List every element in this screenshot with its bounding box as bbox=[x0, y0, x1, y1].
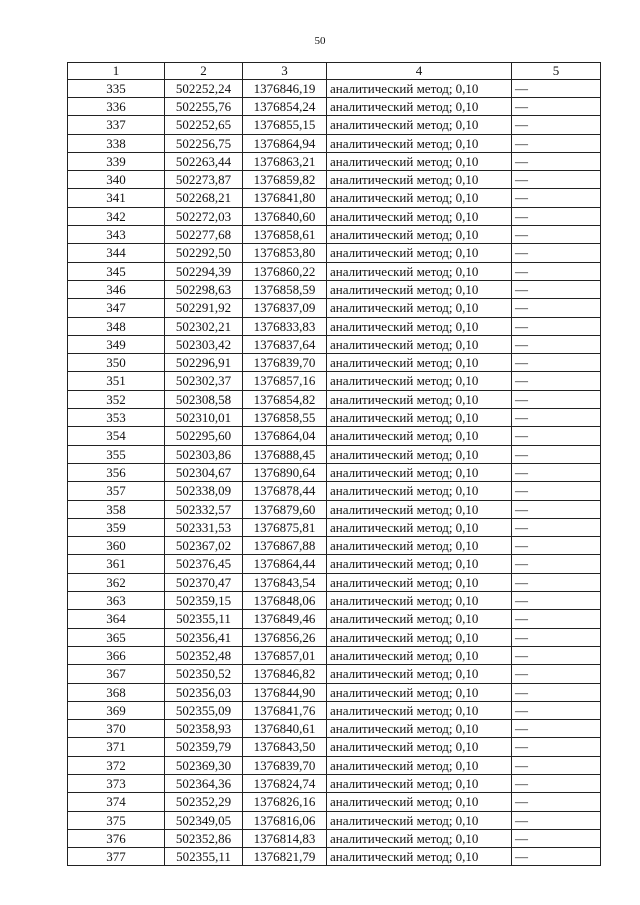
point-number-cell: 344 bbox=[68, 244, 165, 262]
y-coordinate-cell: 1376839,70 bbox=[243, 756, 327, 774]
x-coordinate-cell: 502355,09 bbox=[165, 701, 243, 719]
x-coordinate-cell: 502292,50 bbox=[165, 244, 243, 262]
x-coordinate-cell: 502252,65 bbox=[165, 116, 243, 134]
y-coordinate-cell: 1376841,80 bbox=[243, 189, 327, 207]
method-cell: аналитический метод; 0,10 bbox=[327, 280, 512, 298]
note-cell: — bbox=[512, 555, 601, 573]
y-coordinate-cell: 1376816,06 bbox=[243, 811, 327, 829]
note-cell: — bbox=[512, 665, 601, 683]
x-coordinate-cell: 502298,63 bbox=[165, 280, 243, 298]
y-coordinate-cell: 1376857,01 bbox=[243, 646, 327, 664]
x-coordinate-cell: 502272,03 bbox=[165, 207, 243, 225]
note-cell: — bbox=[512, 354, 601, 372]
y-coordinate-cell: 1376833,83 bbox=[243, 317, 327, 335]
table-row bbox=[68, 482, 601, 500]
point-number-cell: 362 bbox=[68, 573, 165, 591]
x-coordinate-cell: 502263,44 bbox=[165, 152, 243, 170]
x-coordinate-cell: 502352,48 bbox=[165, 646, 243, 664]
y-coordinate-cell: 1376848,06 bbox=[243, 592, 327, 610]
note-cell: — bbox=[512, 171, 601, 189]
note-cell: — bbox=[512, 427, 601, 445]
y-coordinate-cell: 1376890,64 bbox=[243, 463, 327, 481]
table-row bbox=[68, 116, 601, 134]
method-cell: аналитический метод; 0,10 bbox=[327, 683, 512, 701]
note-cell: — bbox=[512, 701, 601, 719]
x-coordinate-cell: 502303,86 bbox=[165, 445, 243, 463]
method-cell: аналитический метод; 0,10 bbox=[327, 79, 512, 97]
method-cell: аналитический метод; 0,10 bbox=[327, 372, 512, 390]
table-row bbox=[68, 445, 601, 463]
method-cell: аналитический метод; 0,10 bbox=[327, 811, 512, 829]
point-number-cell: 359 bbox=[68, 518, 165, 536]
method-cell: аналитический метод; 0,10 bbox=[327, 427, 512, 445]
y-coordinate-cell: 1376875,81 bbox=[243, 518, 327, 536]
y-coordinate-cell: 1376857,16 bbox=[243, 372, 327, 390]
column-header-5: 5 bbox=[512, 63, 601, 80]
note-cell: — bbox=[512, 262, 601, 280]
page-number: 50 bbox=[314, 35, 326, 47]
table-row bbox=[68, 427, 601, 445]
x-coordinate-cell: 502376,45 bbox=[165, 555, 243, 573]
point-number-cell: 339 bbox=[68, 152, 165, 170]
table-row bbox=[68, 756, 601, 774]
note-cell: — bbox=[512, 829, 601, 847]
note-cell: — bbox=[512, 848, 601, 866]
y-coordinate-cell: 1376846,19 bbox=[243, 79, 327, 97]
method-cell: аналитический метод; 0,10 bbox=[327, 98, 512, 116]
method-cell: аналитический метод; 0,10 bbox=[327, 390, 512, 408]
note-cell: — bbox=[512, 537, 601, 555]
method-cell: аналитический метод; 0,10 bbox=[327, 335, 512, 353]
x-coordinate-cell: 502256,75 bbox=[165, 134, 243, 152]
note-cell: — bbox=[512, 335, 601, 353]
table-row bbox=[68, 573, 601, 591]
table-row bbox=[68, 372, 601, 390]
note-cell: — bbox=[512, 317, 601, 335]
note-cell: — bbox=[512, 811, 601, 829]
table-row bbox=[68, 555, 601, 573]
x-coordinate-cell: 502367,02 bbox=[165, 537, 243, 555]
y-coordinate-cell: 1376858,55 bbox=[243, 409, 327, 427]
point-number-cell: 338 bbox=[68, 134, 165, 152]
method-cell: аналитический метод; 0,10 bbox=[327, 244, 512, 262]
point-number-cell: 372 bbox=[68, 756, 165, 774]
point-number-cell: 366 bbox=[68, 646, 165, 664]
table-row bbox=[68, 683, 601, 701]
note-cell: — bbox=[512, 445, 601, 463]
y-coordinate-cell: 1376888,45 bbox=[243, 445, 327, 463]
point-number-cell: 368 bbox=[68, 683, 165, 701]
y-coordinate-cell: 1376879,60 bbox=[243, 500, 327, 518]
note-cell: — bbox=[512, 500, 601, 518]
note-cell: — bbox=[512, 573, 601, 591]
method-cell: аналитический метод; 0,10 bbox=[327, 756, 512, 774]
y-coordinate-cell: 1376864,94 bbox=[243, 134, 327, 152]
point-number-cell: 360 bbox=[68, 537, 165, 555]
method-cell: аналитический метод; 0,10 bbox=[327, 537, 512, 555]
point-number-cell: 371 bbox=[68, 738, 165, 756]
note-cell: — bbox=[512, 79, 601, 97]
column-header-4: 4 bbox=[327, 63, 512, 80]
method-cell: аналитический метод; 0,10 bbox=[327, 299, 512, 317]
note-cell: — bbox=[512, 793, 601, 811]
table-row bbox=[68, 152, 601, 170]
y-coordinate-cell: 1376843,50 bbox=[243, 738, 327, 756]
y-coordinate-cell: 1376854,82 bbox=[243, 390, 327, 408]
table-row bbox=[68, 335, 601, 353]
point-number-cell: 361 bbox=[68, 555, 165, 573]
table-row bbox=[68, 774, 601, 792]
note-cell: — bbox=[512, 409, 601, 427]
method-cell: аналитический метод; 0,10 bbox=[327, 116, 512, 134]
table-row bbox=[68, 829, 601, 847]
note-cell: — bbox=[512, 646, 601, 664]
y-coordinate-cell: 1376843,54 bbox=[243, 573, 327, 591]
y-coordinate-cell: 1376844,90 bbox=[243, 683, 327, 701]
table-row bbox=[68, 299, 601, 317]
coordinates-table bbox=[67, 62, 601, 866]
x-coordinate-cell: 502369,30 bbox=[165, 756, 243, 774]
y-coordinate-cell: 1376837,09 bbox=[243, 299, 327, 317]
method-cell: аналитический метод; 0,10 bbox=[327, 592, 512, 610]
point-number-cell: 346 bbox=[68, 280, 165, 298]
x-coordinate-cell: 502358,93 bbox=[165, 720, 243, 738]
table-row bbox=[68, 390, 601, 408]
method-cell: аналитический метод; 0,10 bbox=[327, 646, 512, 664]
table-row bbox=[68, 79, 601, 97]
x-coordinate-cell: 502349,05 bbox=[165, 811, 243, 829]
method-cell: аналитический метод; 0,10 bbox=[327, 207, 512, 225]
method-cell: аналитический метод; 0,10 bbox=[327, 701, 512, 719]
table-row bbox=[68, 317, 601, 335]
table-row bbox=[68, 793, 601, 811]
y-coordinate-cell: 1376867,88 bbox=[243, 537, 327, 555]
y-coordinate-cell: 1376840,60 bbox=[243, 207, 327, 225]
x-coordinate-cell: 502291,92 bbox=[165, 299, 243, 317]
point-number-cell: 341 bbox=[68, 189, 165, 207]
note-cell: — bbox=[512, 98, 601, 116]
method-cell: аналитический метод; 0,10 bbox=[327, 610, 512, 628]
point-number-cell: 376 bbox=[68, 829, 165, 847]
method-cell: аналитический метод; 0,10 bbox=[327, 409, 512, 427]
table-row bbox=[68, 463, 601, 481]
x-coordinate-cell: 502310,01 bbox=[165, 409, 243, 427]
method-cell: аналитический метод; 0,10 bbox=[327, 354, 512, 372]
x-coordinate-cell: 502352,86 bbox=[165, 829, 243, 847]
method-cell: аналитический метод; 0,10 bbox=[327, 573, 512, 591]
y-coordinate-cell: 1376814,83 bbox=[243, 829, 327, 847]
y-coordinate-cell: 1376858,59 bbox=[243, 280, 327, 298]
note-cell: — bbox=[512, 189, 601, 207]
y-coordinate-cell: 1376860,22 bbox=[243, 262, 327, 280]
point-number-cell: 348 bbox=[68, 317, 165, 335]
note-cell: — bbox=[512, 683, 601, 701]
note-cell: — bbox=[512, 774, 601, 792]
y-coordinate-cell: 1376824,74 bbox=[243, 774, 327, 792]
y-coordinate-cell: 1376856,26 bbox=[243, 628, 327, 646]
y-coordinate-cell: 1376839,70 bbox=[243, 354, 327, 372]
y-coordinate-cell: 1376846,82 bbox=[243, 665, 327, 683]
x-coordinate-cell: 502273,87 bbox=[165, 171, 243, 189]
note-cell: — bbox=[512, 299, 601, 317]
table-row bbox=[68, 500, 601, 518]
table-row bbox=[68, 171, 601, 189]
note-cell: — bbox=[512, 226, 601, 244]
point-number-cell: 358 bbox=[68, 500, 165, 518]
point-number-cell: 354 bbox=[68, 427, 165, 445]
table-row bbox=[68, 189, 601, 207]
x-coordinate-cell: 502303,42 bbox=[165, 335, 243, 353]
x-coordinate-cell: 502359,79 bbox=[165, 738, 243, 756]
point-number-cell: 347 bbox=[68, 299, 165, 317]
note-cell: — bbox=[512, 610, 601, 628]
x-coordinate-cell: 502302,37 bbox=[165, 372, 243, 390]
point-number-cell: 352 bbox=[68, 390, 165, 408]
table-row bbox=[68, 848, 601, 866]
y-coordinate-cell: 1376863,21 bbox=[243, 152, 327, 170]
y-coordinate-cell: 1376854,24 bbox=[243, 98, 327, 116]
method-cell: аналитический метод; 0,10 bbox=[327, 665, 512, 683]
table-row bbox=[68, 207, 601, 225]
method-cell: аналитический метод; 0,10 bbox=[327, 555, 512, 573]
point-number-cell: 353 bbox=[68, 409, 165, 427]
note-cell: — bbox=[512, 720, 601, 738]
y-coordinate-cell: 1376878,44 bbox=[243, 482, 327, 500]
note-cell: — bbox=[512, 134, 601, 152]
note-cell: — bbox=[512, 738, 601, 756]
x-coordinate-cell: 502356,03 bbox=[165, 683, 243, 701]
point-number-cell: 345 bbox=[68, 262, 165, 280]
method-cell: аналитический метод; 0,10 bbox=[327, 848, 512, 866]
x-coordinate-cell: 502277,68 bbox=[165, 226, 243, 244]
table-row bbox=[68, 98, 601, 116]
point-number-cell: 335 bbox=[68, 79, 165, 97]
table-row bbox=[68, 628, 601, 646]
method-cell: аналитический метод; 0,10 bbox=[327, 189, 512, 207]
y-coordinate-cell: 1376853,80 bbox=[243, 244, 327, 262]
point-number-cell: 343 bbox=[68, 226, 165, 244]
header-row bbox=[68, 63, 601, 80]
table-row bbox=[68, 720, 601, 738]
column-header-1: 1 bbox=[68, 63, 165, 80]
note-cell: — bbox=[512, 372, 601, 390]
note-cell: — bbox=[512, 756, 601, 774]
method-cell: аналитический метод; 0,10 bbox=[327, 829, 512, 847]
table-row bbox=[68, 518, 601, 536]
x-coordinate-cell: 502331,53 bbox=[165, 518, 243, 536]
y-coordinate-cell: 1376864,44 bbox=[243, 555, 327, 573]
method-cell: аналитический метод; 0,10 bbox=[327, 518, 512, 536]
table-header bbox=[68, 63, 601, 80]
table-row bbox=[68, 226, 601, 244]
table-row bbox=[68, 665, 601, 683]
method-cell: аналитический метод; 0,10 bbox=[327, 134, 512, 152]
x-coordinate-cell: 502255,76 bbox=[165, 98, 243, 116]
point-number-cell: 355 bbox=[68, 445, 165, 463]
point-number-cell: 340 bbox=[68, 171, 165, 189]
method-cell: аналитический метод; 0,10 bbox=[327, 738, 512, 756]
table-row bbox=[68, 537, 601, 555]
table-body bbox=[68, 79, 601, 866]
note-cell: — bbox=[512, 463, 601, 481]
x-coordinate-cell: 502352,29 bbox=[165, 793, 243, 811]
y-coordinate-cell: 1376837,64 bbox=[243, 335, 327, 353]
method-cell: аналитический метод; 0,10 bbox=[327, 628, 512, 646]
note-cell: — bbox=[512, 592, 601, 610]
y-coordinate-cell: 1376841,76 bbox=[243, 701, 327, 719]
note-cell: — bbox=[512, 152, 601, 170]
table-row bbox=[68, 738, 601, 756]
point-number-cell: 364 bbox=[68, 610, 165, 628]
method-cell: аналитический метод; 0,10 bbox=[327, 317, 512, 335]
point-number-cell: 337 bbox=[68, 116, 165, 134]
note-cell: — bbox=[512, 280, 601, 298]
x-coordinate-cell: 502295,60 bbox=[165, 427, 243, 445]
y-coordinate-cell: 1376821,79 bbox=[243, 848, 327, 866]
x-coordinate-cell: 502308,58 bbox=[165, 390, 243, 408]
table-row bbox=[68, 134, 601, 152]
x-coordinate-cell: 502355,11 bbox=[165, 848, 243, 866]
method-cell: аналитический метод; 0,10 bbox=[327, 171, 512, 189]
table-row bbox=[68, 244, 601, 262]
x-coordinate-cell: 502370,47 bbox=[165, 573, 243, 591]
y-coordinate-cell: 1376859,82 bbox=[243, 171, 327, 189]
x-coordinate-cell: 502296,91 bbox=[165, 354, 243, 372]
table-row bbox=[68, 409, 601, 427]
method-cell: аналитический метод; 0,10 bbox=[327, 262, 512, 280]
table-row bbox=[68, 592, 601, 610]
table-row bbox=[68, 280, 601, 298]
x-coordinate-cell: 502268,21 bbox=[165, 189, 243, 207]
point-number-cell: 356 bbox=[68, 463, 165, 481]
x-coordinate-cell: 502355,11 bbox=[165, 610, 243, 628]
y-coordinate-cell: 1376840,61 bbox=[243, 720, 327, 738]
x-coordinate-cell: 502252,24 bbox=[165, 79, 243, 97]
y-coordinate-cell: 1376826,16 bbox=[243, 793, 327, 811]
note-cell: — bbox=[512, 628, 601, 646]
point-number-cell: 357 bbox=[68, 482, 165, 500]
method-cell: аналитический метод; 0,10 bbox=[327, 482, 512, 500]
point-number-cell: 350 bbox=[68, 354, 165, 372]
y-coordinate-cell: 1376858,61 bbox=[243, 226, 327, 244]
point-number-cell: 370 bbox=[68, 720, 165, 738]
note-cell: — bbox=[512, 518, 601, 536]
table-row bbox=[68, 610, 601, 628]
note-cell: — bbox=[512, 244, 601, 262]
x-coordinate-cell: 502338,09 bbox=[165, 482, 243, 500]
table-row bbox=[68, 811, 601, 829]
point-number-cell: 367 bbox=[68, 665, 165, 683]
point-number-cell: 374 bbox=[68, 793, 165, 811]
point-number-cell: 342 bbox=[68, 207, 165, 225]
x-coordinate-cell: 502294,39 bbox=[165, 262, 243, 280]
point-number-cell: 369 bbox=[68, 701, 165, 719]
column-header-3: 3 bbox=[243, 63, 327, 80]
point-number-cell: 365 bbox=[68, 628, 165, 646]
x-coordinate-cell: 502364,36 bbox=[165, 774, 243, 792]
column-header-2: 2 bbox=[165, 63, 243, 80]
point-number-cell: 363 bbox=[68, 592, 165, 610]
x-coordinate-cell: 502356,41 bbox=[165, 628, 243, 646]
table-row bbox=[68, 646, 601, 664]
x-coordinate-cell: 502350,52 bbox=[165, 665, 243, 683]
table-row bbox=[68, 262, 601, 280]
table-row bbox=[68, 354, 601, 372]
y-coordinate-cell: 1376849,46 bbox=[243, 610, 327, 628]
point-number-cell: 351 bbox=[68, 372, 165, 390]
method-cell: аналитический метод; 0,10 bbox=[327, 720, 512, 738]
point-number-cell: 377 bbox=[68, 848, 165, 866]
x-coordinate-cell: 502359,15 bbox=[165, 592, 243, 610]
point-number-cell: 375 bbox=[68, 811, 165, 829]
method-cell: аналитический метод; 0,10 bbox=[327, 463, 512, 481]
note-cell: — bbox=[512, 390, 601, 408]
note-cell: — bbox=[512, 116, 601, 134]
point-number-cell: 336 bbox=[68, 98, 165, 116]
table-row bbox=[68, 701, 601, 719]
point-number-cell: 349 bbox=[68, 335, 165, 353]
x-coordinate-cell: 502332,57 bbox=[165, 500, 243, 518]
point-number-cell: 373 bbox=[68, 774, 165, 792]
method-cell: аналитический метод; 0,10 bbox=[327, 152, 512, 170]
y-coordinate-cell: 1376855,15 bbox=[243, 116, 327, 134]
method-cell: аналитический метод; 0,10 bbox=[327, 774, 512, 792]
method-cell: аналитический метод; 0,10 bbox=[327, 500, 512, 518]
method-cell: аналитический метод; 0,10 bbox=[327, 793, 512, 811]
x-coordinate-cell: 502302,21 bbox=[165, 317, 243, 335]
note-cell: — bbox=[512, 207, 601, 225]
note-cell: — bbox=[512, 482, 601, 500]
y-coordinate-cell: 1376864,04 bbox=[243, 427, 327, 445]
method-cell: аналитический метод; 0,10 bbox=[327, 226, 512, 244]
x-coordinate-cell: 502304,67 bbox=[165, 463, 243, 481]
method-cell: аналитический метод; 0,10 bbox=[327, 445, 512, 463]
